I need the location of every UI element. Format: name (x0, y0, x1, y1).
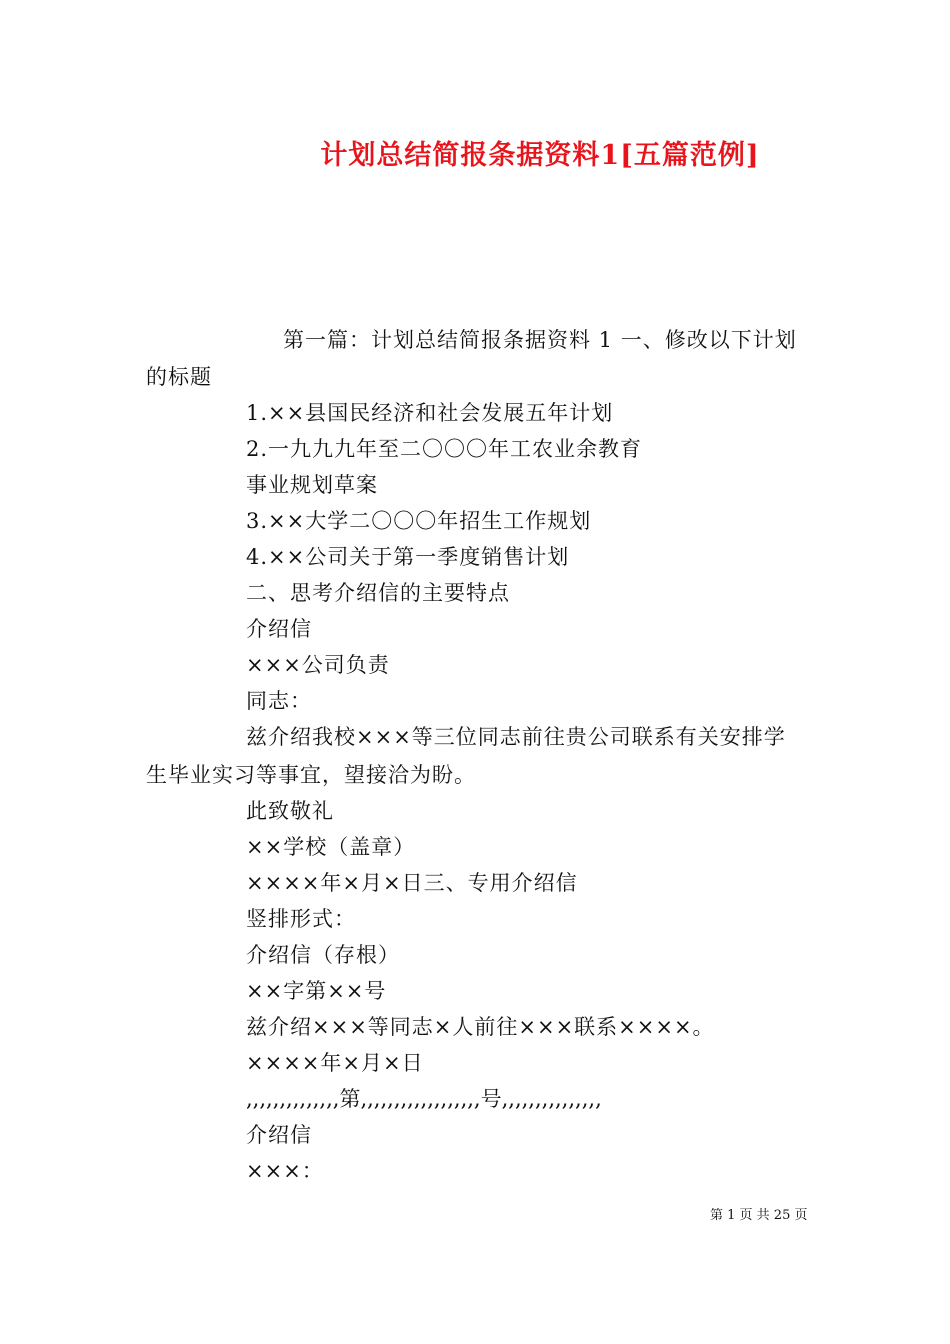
text-line: ,,,,,,,,,,,,,,第,,,,,,,,,,,,,,,,,,号,,,,,,,,,,,,,,, (246, 1087, 602, 1111)
text-line: 介绍信 (246, 617, 312, 641)
text-line: 竖排形式： (246, 907, 356, 931)
text-line: 的标题 (146, 365, 212, 389)
text-line: 此致敬礼 (246, 799, 334, 823)
text-line: 3.××大学二〇〇〇年招生工作规划 (246, 509, 592, 533)
text-line: ××××年×月×日三、专用介绍信 (246, 871, 578, 895)
text-line: 兹介绍我校×××等三位同志前往贵公司联系有关安排学 (246, 725, 786, 749)
text-line: 介绍信 (246, 1123, 312, 1147)
text-line: ××学校（盖章） (246, 835, 416, 859)
document-title: 计划总结简报条据资料1[五篇范例] (320, 140, 760, 171)
text-line: ××××年×月×日 (246, 1051, 424, 1075)
text-line: 二、思考介绍信的主要特点 (246, 581, 510, 605)
page-number-footer: 第 1 页 共 25 页 (710, 1208, 808, 1223)
text-line: 2.一九九九年至二〇〇〇年工农业余教育 (246, 437, 643, 461)
text-line: 兹介绍×××等同志×人前往×××联系××××。 (246, 1015, 715, 1039)
text-line: 第一篇：计划总结简报条据资料 1 一、修改以下计划 (283, 328, 797, 352)
text-line: 1.××县国民经济和社会发展五年计划 (246, 401, 614, 425)
text-line: 事业规划草案 (246, 473, 378, 497)
text-line: 介绍信（存根） (246, 943, 400, 967)
text-line: 同志： (246, 689, 312, 713)
text-line: ×××： (246, 1159, 324, 1183)
text-line: 4.××公司关于第一季度销售计划 (246, 545, 570, 569)
text-line: 生毕业实习等事宜，望接洽为盼。 (146, 763, 476, 787)
text-line: ××字第××号 (246, 979, 387, 1003)
text-line: ×××公司负责 (246, 653, 390, 677)
